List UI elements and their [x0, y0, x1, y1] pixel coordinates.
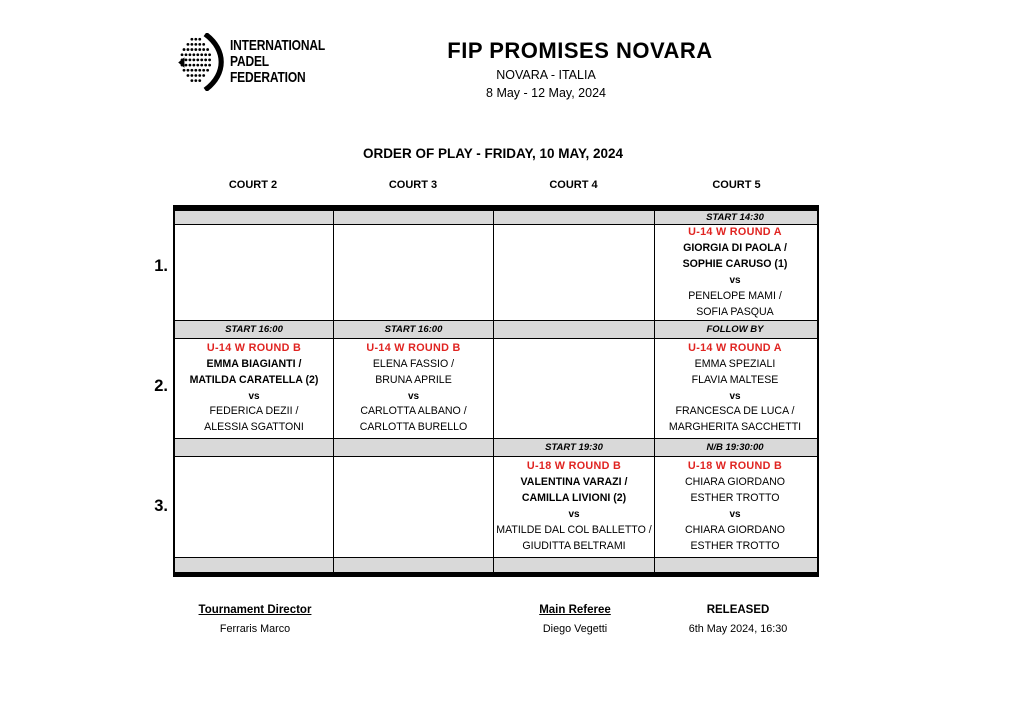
vs-label: vs [729, 390, 741, 402]
tournament-director-label: Tournament Director [198, 604, 312, 616]
time-cell [494, 321, 655, 338]
logo-line: PADEL [230, 53, 269, 70]
row-number: 2. [154, 377, 168, 395]
table-bottom-border [173, 573, 819, 577]
empty-cell [494, 558, 655, 572]
match-category: U-18 W ROUND B [687, 460, 783, 473]
main-referee-name: Diego Vegetti [542, 623, 608, 635]
team1-player2: BRUNA APRILE [375, 373, 452, 386]
row-number: 1. [154, 257, 168, 275]
team1-player2: FLAVIA MALTESE [691, 373, 779, 386]
team1-player2: ESTHER TROTTO [690, 492, 780, 505]
time-cell [175, 211, 334, 224]
released-value: 6th May 2024, 16:30 [688, 623, 788, 635]
match-cell [655, 225, 815, 320]
court-header: COURT 2 [228, 179, 278, 191]
match-cell [175, 457, 334, 557]
empty-cell [175, 558, 334, 572]
time-band [173, 439, 819, 457]
match-cell [175, 225, 334, 320]
team2-player2: SOFIA PASQUA [696, 305, 774, 318]
event-dates: 8 May - 12 May, 2024 [486, 86, 606, 100]
match-cell [655, 339, 815, 438]
team2-player2: ALESSIA SGATTONI [204, 421, 304, 434]
time-cell: START 14:30 [706, 212, 764, 223]
order-of-play-title: ORDER OF PLAY - FRIDAY, 10 MAY, 2024 [362, 146, 624, 161]
empty-cell [655, 558, 815, 572]
match-cell [334, 225, 494, 320]
match-cell [334, 457, 494, 557]
main-referee-label: Main Referee [539, 604, 611, 616]
team1-player1: CHIARA GIORDANO [684, 476, 786, 489]
released-block [657, 604, 819, 635]
court-header: COURT 3 [388, 179, 438, 191]
time-cell [334, 211, 494, 224]
match-row [173, 225, 819, 321]
time-cell: FOLLOW BY [706, 324, 764, 335]
team1-player1: GIORGIA DI PAOLA / [683, 241, 787, 254]
match-cell [175, 339, 334, 438]
released-label: RELEASED [706, 604, 770, 616]
logo-line: FEDERATION [230, 69, 306, 86]
match-cell [494, 339, 655, 438]
match-cell [334, 339, 494, 438]
tournament-director-block [175, 604, 335, 635]
match-cell [494, 457, 655, 557]
team1-player1: ELENA FASSIO / [372, 357, 455, 370]
match-category: U-14 W ROUND B [206, 341, 302, 354]
vs-label: vs [248, 390, 260, 402]
logo-line: INTERNATIONAL [230, 37, 326, 54]
empty-cell [334, 558, 494, 572]
time-cell [175, 439, 334, 456]
court-header: COURT 5 [712, 179, 761, 191]
time-cell: START 19:30 [494, 439, 655, 456]
team2-player1: MATILDE DAL COL BALLETTO / [496, 523, 652, 536]
team1-player1: EMMA SPEZIALI [694, 357, 776, 370]
time-band [173, 211, 819, 225]
time-cell: START 16:00 [175, 321, 334, 338]
vs-label: vs [729, 274, 741, 286]
team1-player1: VALENTINA VARAZI / [520, 476, 628, 489]
team1-player2: SOPHIE CARUSO (1) [682, 257, 788, 270]
match-category: U-14 W ROUND A [688, 226, 782, 238]
team2-player2: MARGHERITA SACCHETTI [668, 421, 802, 434]
team2-player1: PENELOPE MAMI / [688, 289, 782, 302]
team2-player2: GIUDITTA BELTRAMI [522, 539, 626, 552]
time-band [173, 321, 819, 339]
time-cell [334, 439, 494, 456]
match-category: U-18 W ROUND B [526, 460, 622, 473]
match-row [173, 339, 819, 439]
match-cell [655, 457, 815, 557]
team2-player2: CARLOTTA BURELLO [359, 421, 468, 434]
vs-label: vs [568, 509, 580, 520]
court-header: COURT 4 [549, 179, 598, 191]
event-title: FIP PROMISES NOVARA [447, 38, 713, 63]
team2-player1: CARLOTTA ALBANO / [360, 405, 467, 418]
main-referee-block [495, 604, 655, 635]
team2-player1: FRANCESCA DE LUCA / [675, 405, 795, 418]
padel-ball-icon [178, 33, 224, 91]
match-category: U-14 W ROUND A [688, 341, 782, 354]
team1-player1: EMMA BIAGIANTI / [206, 357, 302, 370]
court-headers [173, 179, 819, 191]
order-of-play-table [173, 205, 819, 577]
time-cell: N/B 19:30:00 [706, 442, 764, 453]
team1-player2: MATILDA CARATELLA (2) [189, 373, 319, 386]
time-cell: START 16:00 [334, 321, 494, 338]
event-location: NOVARA - ITALIA [496, 68, 596, 82]
team1-player2: CAMILLA LIVIONI (2) [521, 492, 627, 505]
team2-player1: FEDERICA DEZII / [209, 405, 299, 418]
ipf-ball-dots [181, 38, 211, 82]
row-number: 3. [154, 497, 168, 515]
vs-label: vs [729, 509, 741, 520]
empty-band [173, 558, 819, 573]
match-row [173, 457, 819, 558]
match-cell [494, 225, 655, 320]
team2-player2: ESTHER TROTTO [690, 539, 780, 552]
tournament-director-name: Ferraris Marco [219, 623, 291, 635]
ipf-logo [178, 33, 349, 91]
time-cell [494, 211, 655, 224]
match-category: U-14 W ROUND B [366, 341, 461, 354]
vs-label: vs [407, 390, 420, 402]
ipf-logo-text [230, 33, 325, 86]
team2-player1: CHIARA GIORDANO [684, 523, 786, 536]
